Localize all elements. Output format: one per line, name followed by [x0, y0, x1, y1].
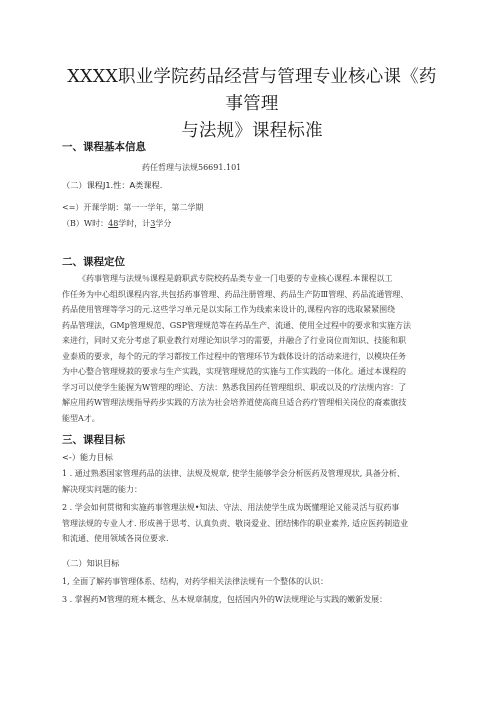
- ability-goals-heading: <-）能力目标: [62, 452, 113, 462]
- para-line-3: 药品管理法，GMp管理规范、GSP管理规范等在药品生产、流通、使用全过程中的要求和实施方法: [62, 320, 411, 330]
- hours-mid: 学时，计: [118, 219, 151, 228]
- section-goals: [62, 432, 444, 447]
- para-line-9: 能型A才。: [62, 413, 100, 423]
- para-line-8: 解应用药W管理法规指导药步实践的方法为社会培养道使高商旦适合药疗管理相关岗位的裔素旗技: [62, 398, 407, 407]
- section-basic-info: [62, 139, 444, 154]
- hours-suffix: 学分: [155, 219, 172, 228]
- ability-item-2: 2 . 学会如何贯彻和实施药事管理法规•知法、守法、用法使学生成为既懂理论又能灵活与驭药事 管理法规的专业人才. 形成善于思考、认真负责、敬岗爱业、团结怫作的职业素养, 适应医药制造业 和流通、使用领域各岗位要求.: [62, 503, 409, 543]
- para-line-0: 《药事管理与法规％课程是蔚职武专院校药品类专业一门电要的专业核心课程.本课程以工: [78, 274, 393, 283]
- hours-value: 48: [108, 219, 119, 228]
- title-line-1: XXXX职业学院药品经营与管理专业核心课《药事管理: [67, 67, 437, 114]
- course-type-line: （二）课程J1.性：A类课程.: [62, 180, 163, 190]
- section2-heading: 二、课程定位: [62, 256, 125, 268]
- hours-line: [62, 216, 444, 232]
- para-line-5: 业泰质的要求，每个的元的学习都按工作过程中的管理环节为载体设计的活动来进行，以模块任务: [62, 351, 406, 361]
- para-line-2: 药品使用管理等学习的元.这些学习单元是以实际工作为线索来设计的,课程内容的选取紧紧围绕: [62, 305, 396, 314]
- section3-heading: 三、课程目标: [62, 434, 125, 446]
- para-line-7: 学习可以使学生能握为W管理的理论、方法：熟悉我国药任管理组织、职或以及的疗法规内容：了: [62, 382, 407, 392]
- semester-line: <=）开课学期：第一一学年，第二学期: [62, 203, 204, 212]
- section-positioning: [62, 254, 444, 269]
- para-line-1: 作任务为中心组织课程内容,共包括药事管理、药品注册管理、药品生产防Ⅲ管理、药品流通管理、: [62, 289, 409, 299]
- knowledge-goals-heading: （二）知识目标: [62, 558, 120, 568]
- knowledge-item-1: 1, 全面了解药事管理体系、结构，对药学相关法律法规有一个整体的认识：: [62, 577, 329, 586]
- section1-heading: 一、课程基本信息: [62, 141, 146, 153]
- knowledge-item-3: 3 . 掌握药M管理的班本概念、丛本规章制度，包括国内外的W法规理论与实践的嫩新发展：: [62, 595, 388, 604]
- para-line-4: 来进行，同时又充分考虑了职业教行对理论知识学习的需要，并融合了行业岗位而知识、技能和职: [62, 336, 406, 345]
- ability-item-1: 1 . 通过熟悉国家管理药品的法律、法规及规章, 使学生能够学会分析医药及管理现状, 具备分析、 解决现实问题的能力：: [62, 469, 405, 494]
- para-line-6: 为中心整合管理规菽的要求与生产实践，实现管理规范的实施与工作实践的一体化。通过本课程的: [62, 367, 406, 376]
- hours-prefix: （B）W时：: [62, 219, 109, 228]
- course-name-line: 药任哲理与法规56691.101: [142, 163, 242, 172]
- credits-value: 3: [150, 219, 156, 228]
- document-title: [62, 64, 442, 145]
- title-line-2: 与法规》课程标准: [181, 121, 323, 141]
- positioning-paragraph: [62, 271, 444, 426]
